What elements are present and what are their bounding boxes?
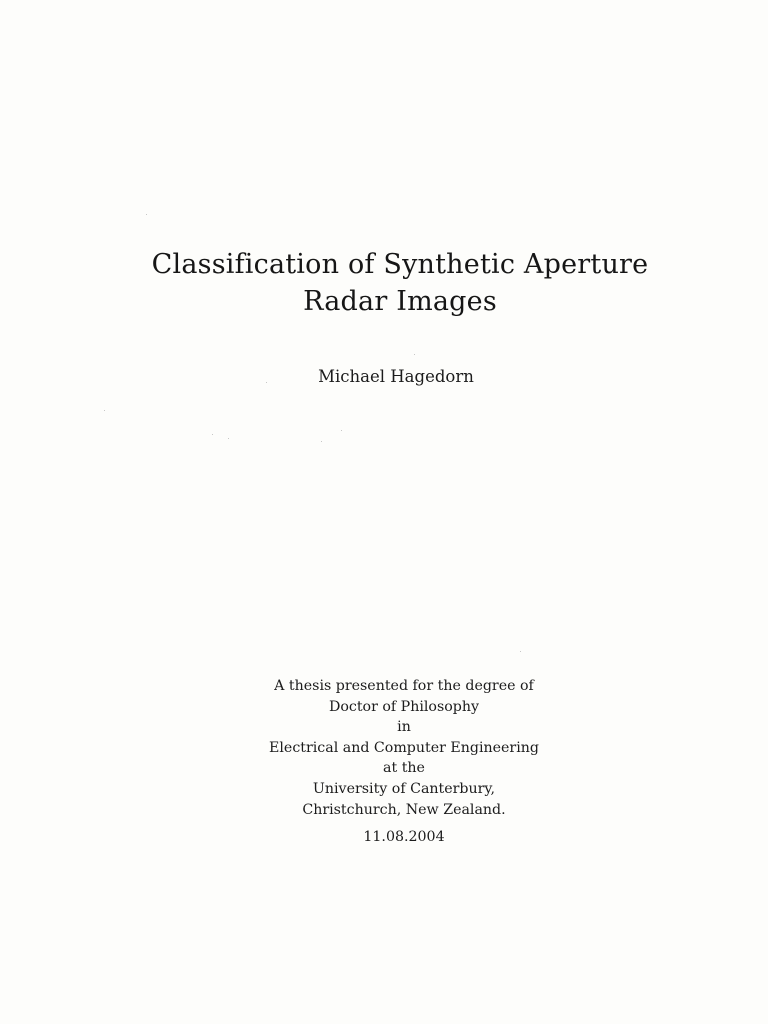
scan-speck xyxy=(266,382,267,383)
scan-speck xyxy=(228,438,229,439)
degree-line-5: at the xyxy=(383,760,425,777)
degree-line-3: in xyxy=(397,719,411,736)
submission-date: 11.08.2004 xyxy=(363,829,445,845)
thesis-title-line-1: Classification of Synthetic Aperture xyxy=(151,249,649,280)
scan-speck xyxy=(321,441,322,442)
degree-statement xyxy=(0,676,768,820)
degree-line-7: Christchurch, New Zealand. xyxy=(302,801,506,818)
degree-line-4: Electrical and Computer Engineering xyxy=(269,739,539,756)
scan-speck xyxy=(212,434,213,435)
degree-line-6: University of Canterbury, xyxy=(312,780,496,797)
scan-speck xyxy=(146,214,147,215)
scan-speck xyxy=(104,410,105,411)
scan-speck xyxy=(341,430,342,431)
degree-line-1: A thesis presented for the degree of xyxy=(274,678,534,694)
scan-speck xyxy=(520,651,521,652)
author-name: Michael Hagedorn xyxy=(318,367,474,386)
thesis-title-line-2: Radar Images xyxy=(303,286,497,317)
scan-speck xyxy=(414,354,415,355)
degree-line-2: Doctor of Philosophy xyxy=(328,698,480,715)
